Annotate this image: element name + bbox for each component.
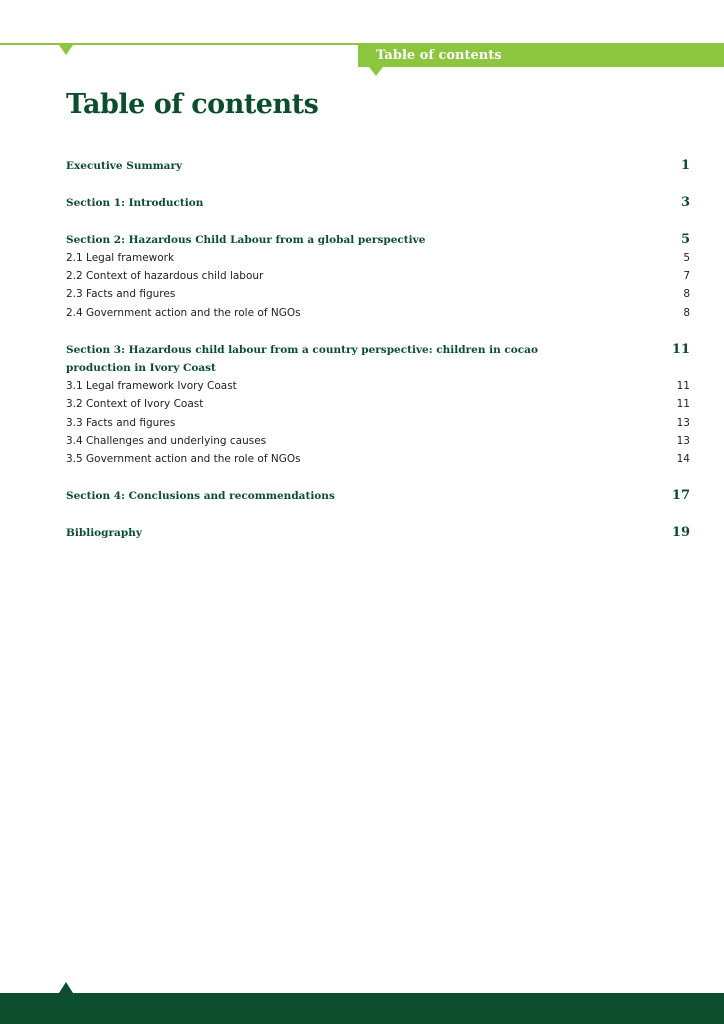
toc-subsection-page-number: 8 <box>683 288 690 301</box>
toc-section <box>66 487 690 505</box>
toc-subsection-label: 3.4 Challenges and underlying causes <box>66 435 267 448</box>
toc-section-heading[interactable] <box>66 524 690 542</box>
toc-subsection-page-number: 11 <box>676 398 690 411</box>
toc-subsection-entry[interactable] <box>66 395 690 413</box>
header-tab-triangle-marker <box>369 67 383 76</box>
toc-section <box>66 157 690 175</box>
toc-section-label: Executive Summary <box>66 160 183 172</box>
toc-subsection-page-number: 5 <box>683 251 690 264</box>
toc-subsection-entry[interactable] <box>66 249 690 267</box>
toc-subsection-page-number: 8 <box>683 306 690 319</box>
toc-subsection-label: 2.2 Context of hazardous child labour <box>66 270 264 283</box>
toc-section-page-number: 11 <box>671 341 690 357</box>
toc-subsection-entry[interactable] <box>66 267 690 285</box>
toc-subsection-entry[interactable] <box>66 377 690 395</box>
toc-section-page-number: 19 <box>671 524 690 540</box>
toc-subsection-label: 3.1 Legal framework Ivory Coast <box>66 380 237 393</box>
toc-section-heading[interactable] <box>66 157 690 175</box>
toc-section <box>66 194 690 212</box>
toc-section-heading[interactable] <box>66 487 690 505</box>
toc-section-page-number: 17 <box>671 488 690 504</box>
toc-subsection-entry[interactable] <box>66 285 690 303</box>
toc-section <box>66 231 690 322</box>
toc-subsection-entry[interactable] <box>66 304 690 322</box>
toc-subsection-page-number: 13 <box>676 416 690 429</box>
header-tab <box>358 43 724 67</box>
toc-section-heading[interactable] <box>66 231 690 249</box>
footer-band <box>0 993 724 1024</box>
toc-subsection-label: 3.5 Government action and the role of NGOs <box>66 453 301 466</box>
bottom-left-triangle-marker <box>59 982 73 993</box>
toc-subsection-entry[interactable] <box>66 432 690 450</box>
toc-subsection-label: 3.3 Facts and figures <box>66 416 176 429</box>
toc-section-heading[interactable] <box>66 341 690 378</box>
toc-section <box>66 341 690 469</box>
toc-section-page-number: 3 <box>680 194 690 210</box>
toc-subsection-entry[interactable] <box>66 414 690 432</box>
toc-section-label: Bibliography <box>66 526 142 539</box>
toc-section-heading[interactable] <box>66 194 690 212</box>
toc-section-label: Section 3: Hazardous child labour from a country perspective: children in cocao production in Ivory Coast <box>66 343 538 374</box>
toc-subsection-label: 2.3 Facts and figures <box>66 288 176 301</box>
toc-subsection-page-number: 7 <box>683 270 690 283</box>
toc-section-page-number: 1 <box>680 158 690 173</box>
top-left-triangle-marker <box>59 45 73 55</box>
toc-subsection-entry[interactable] <box>66 450 690 468</box>
page-title: Table of contents <box>66 89 319 120</box>
toc-section-label: Section 4: Conclusions and recommendations <box>66 490 335 503</box>
toc-subsection-page-number: 13 <box>676 435 690 448</box>
toc-section-page-number: 5 <box>680 231 690 247</box>
toc-subsection-label: 2.4 Government action and the role of NGOs <box>66 306 301 319</box>
header-tab-label: Table of contents <box>376 48 502 63</box>
table-of-contents <box>66 157 690 561</box>
toc-subsection-label: 3.2 Context of Ivory Coast <box>66 398 204 411</box>
toc-subsection-label: 2.1 Legal framework <box>66 251 175 264</box>
toc-section-label: Section 1: Introduction <box>66 196 204 209</box>
toc-subsection-page-number: 14 <box>676 453 690 466</box>
toc-section-label: Section 2: Hazardous Child Labour from a global perspective <box>66 233 426 246</box>
toc-subsection-page-number: 11 <box>676 380 690 393</box>
toc-section <box>66 524 690 542</box>
